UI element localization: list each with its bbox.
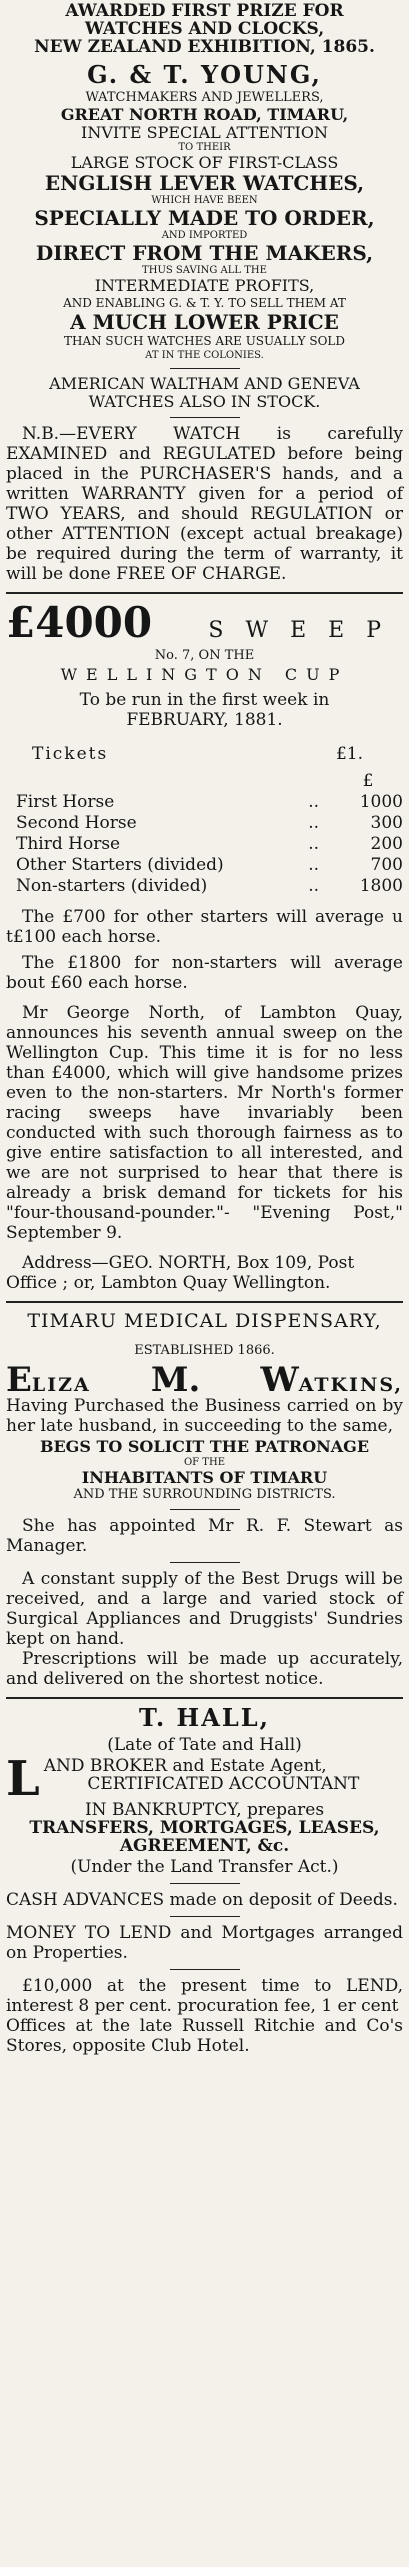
column-rule xyxy=(6,1301,403,1303)
text-line: BEGS TO SOLICIT THE PATRONAGE xyxy=(39,1437,370,1456)
title: TIMARU MEDICAL DISPENSARY, xyxy=(27,1310,382,1332)
text-line: (Under the Land Transfer Act.) xyxy=(70,1857,339,1877)
note: The £1800 for non-starters will average bout £60 each horse. xyxy=(6,953,403,993)
prize-label: Second Horse xyxy=(16,813,137,833)
text-line: No. 7, ON THE xyxy=(154,648,255,663)
drop-cap: L xyxy=(6,1751,40,1807)
divider xyxy=(170,1969,240,1970)
leader-dots: .. xyxy=(308,855,319,875)
headline: NEW ZEALAND EXHIBITION, 1865. xyxy=(34,37,375,57)
text-line: AMERICAN WALTHAM AND GENEVA xyxy=(49,374,360,393)
body-paragraph: She has appointed Mr R. F. Stewart as Manager. xyxy=(6,1516,403,1556)
sweep-amount: £4000 xyxy=(6,598,153,647)
prize-label: Third Horse xyxy=(16,834,121,854)
services-block xyxy=(6,1751,403,1807)
name-part: M. xyxy=(150,1360,201,1400)
prize-row xyxy=(6,855,403,876)
offices-line: Offices at the late Russell Ritchie and Co's Stores, opposite Club Hotel. xyxy=(6,2016,403,2056)
currency-symbol: £ xyxy=(362,771,374,791)
prize-label: Non-starters (divided) xyxy=(16,876,208,896)
prize-value: 1800 xyxy=(359,876,403,896)
tickets-value: £1. xyxy=(335,744,363,764)
cash-advances: CASH ADVANCES made on deposit of Deeds. xyxy=(6,1890,398,1910)
text-line: TO THEIR xyxy=(178,142,231,153)
text-line: THUS SAVING ALL THE xyxy=(142,265,267,276)
prize-value: 700 xyxy=(370,855,403,875)
text-line: AND BROKER and Estate Agent, xyxy=(43,1756,327,1776)
firm-name: G. & T. YOUNG, xyxy=(87,60,322,89)
t-hall-advert xyxy=(6,1705,403,2056)
established: ESTABLISHED 1866. xyxy=(134,1343,275,1358)
text-line: To be run in the first week in xyxy=(79,690,330,710)
text-line: TRANSFERS, MORTGAGES, LEASES, xyxy=(29,1818,380,1838)
text-line: DIRECT FROM THE MAKERS, xyxy=(35,241,374,265)
text-line: (Late of Tate and Hall) xyxy=(107,1735,302,1755)
leader-dots: .. xyxy=(308,834,319,854)
column-rule xyxy=(6,592,403,594)
leader-dots: .. xyxy=(308,876,319,896)
text-line: LARGE STOCK OF FIRST-CLASS xyxy=(70,153,339,172)
proprietor-name xyxy=(6,1360,403,1400)
address-line: Address—GEO. NORTH, Box 109, Post xyxy=(22,1253,355,1273)
text-line: IN BANKRUPTCY, prepares xyxy=(84,1800,325,1820)
cup-name: WELLINGTON CUP xyxy=(60,665,349,684)
text-line: OF THE xyxy=(183,1457,225,1468)
headline: AWARDED FIRST PRIZE FOR xyxy=(65,1,344,21)
divider xyxy=(170,1916,240,1917)
text-line: AND ENABLING G. & T. Y. TO SELL THEM AT xyxy=(63,296,346,310)
divider xyxy=(170,1562,240,1563)
lend-amount: £10,000 at the present time to LEND, interest 8 per cent. procuration fee, 1 er cent xyxy=(6,1976,403,2016)
column-rule xyxy=(6,1697,403,1699)
headline: WATCHES AND CLOCKS, xyxy=(84,19,325,39)
text-line: AT IN THE COLONIES. xyxy=(145,350,264,361)
body-paragraph: Prescriptions will be made up accurately, and delivered on the shortest notice. xyxy=(6,1649,403,1689)
text-line: FEBRUARY, 1881. xyxy=(126,710,283,730)
prize-row xyxy=(6,834,403,855)
young-watches-advert xyxy=(6,0,403,584)
tickets-label: Tickets xyxy=(32,744,109,764)
text-line: INHABITANTS OF TIMARU xyxy=(81,1468,328,1487)
name-part: LIZA xyxy=(31,1374,91,1396)
drop-cap: W xyxy=(260,1360,299,1400)
text-line: AND THE SURROUNDING DISTRICTS. xyxy=(73,1487,336,1502)
drop-cap: E xyxy=(6,1360,32,1400)
prize-value: 200 xyxy=(370,834,403,854)
prize-value: 1000 xyxy=(359,792,403,812)
prize-label: Other Starters (divided) xyxy=(16,855,224,875)
prize-row xyxy=(6,876,403,897)
prize-row xyxy=(6,792,403,813)
currency-row xyxy=(6,771,403,792)
divider xyxy=(170,1883,240,1884)
text-line: WHICH HAVE BEEN xyxy=(151,195,258,206)
text-line: INVITE SPECIAL ATTENTION xyxy=(81,123,328,142)
north-sweep-advert xyxy=(6,600,403,1293)
leader-dots: .. xyxy=(308,792,319,812)
prize-table xyxy=(6,792,403,897)
medical-dispensary-advert xyxy=(6,1309,403,1689)
text-line: AGREEMENT, &c. xyxy=(119,1836,290,1856)
text-line: A MUCH LOWER PRICE xyxy=(70,310,339,334)
text-line: ENGLISH LEVER WATCHES, xyxy=(44,171,365,195)
money-to-lend: MONEY TO LEND and Mortgages arranged on Properties. xyxy=(6,1923,403,1963)
note: The £700 for other starters will average u t£100 each horse. xyxy=(6,907,403,947)
divider xyxy=(170,368,240,369)
prize-row xyxy=(6,813,403,834)
divider xyxy=(170,1509,240,1510)
body-paragraph: Mr George North, of Lambton Quay, announces his seventh annual sweep on the Wellington Cup. This time it is for no less than £4000, which will give handsome prizes even to the non-starters. Mr North's former racing sweeps have invariably been conducted with such thorough fairness as to give entire satisfaction to all interested, and we are not surprised to hear that there is already a brisk demand for tickets for his "four-thousand-pounder."- "Evening Post," September 9. xyxy=(6,1003,403,1243)
divider xyxy=(170,417,240,418)
prize-label: First Horse xyxy=(16,792,115,812)
leader-dots: .. xyxy=(308,813,319,833)
address-line: Office ; or, Lambton Quay Wellington. xyxy=(6,1273,331,1293)
subhead: WATCHMAKERS AND JEWELLERS, xyxy=(85,90,324,105)
text-line: SPECIALLY MADE TO ORDER, xyxy=(34,206,375,230)
body-paragraph: A constant supply of the Best Drugs will be received, and a large and varied stock of Surgical Appliances and Druggists' Sundries kept on hand. xyxy=(6,1569,403,1649)
text-line: AND IMPORTED xyxy=(161,230,248,241)
sweep-word: SWEEP xyxy=(208,618,403,643)
text-line: INTERMEDIATE PROFITS, xyxy=(94,276,315,295)
text-line: THAN SUCH WATCHES ARE USUALLY SOLD xyxy=(63,334,345,348)
name-part: ATKINS, xyxy=(298,1374,403,1396)
body-paragraph: Having Purchased the Business carried on by her late husband, in succeeding to the same, xyxy=(6,1396,403,1436)
text-line: CERTIFICATED ACCOUNTANT xyxy=(87,1774,360,1794)
tickets-row xyxy=(6,744,403,765)
address: GREAT NORTH ROAD, TIMARU, xyxy=(60,105,349,124)
prize-value: 300 xyxy=(370,813,403,833)
text-line: WATCHES ALSO IN STOCK. xyxy=(88,392,321,411)
nb-paragraph: N.B.—EVERY WATCH is carefully EXAMINED and REGULATED before being placed in the PURCHASER'S hands, and a written WARRANTY given for a period of TWO YEARS, and should REGULATION or other ATTENTION (except actual breakage) be required during the term of warranty, it will be done FREE OF CHARGE. xyxy=(6,424,403,584)
firm-name: T. HALL, xyxy=(139,1703,270,1732)
